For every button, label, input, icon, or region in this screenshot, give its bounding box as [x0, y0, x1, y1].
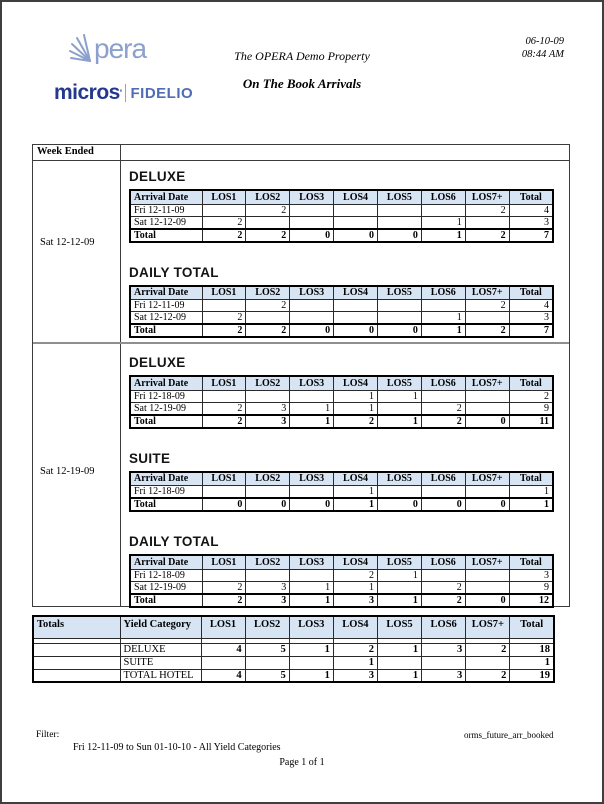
totals-value-cell: 1 [289, 643, 333, 656]
value-cell: 2 [246, 300, 290, 312]
row-label-cell: Sat 12-12-09 [130, 216, 202, 229]
value-cell: 1 [421, 229, 465, 242]
arrival-table-head [130, 472, 553, 486]
totals-table-body [33, 638, 554, 682]
arrival-table [129, 285, 554, 339]
column-header: LOS6 [421, 472, 465, 486]
arrival-table-head [130, 190, 553, 204]
totals-value-cell [245, 656, 289, 669]
totals-value-cell: 2 [466, 643, 510, 656]
value-cell [378, 216, 422, 229]
totals-value-cell: 19 [510, 669, 554, 682]
totals-value-cell: 2 [466, 669, 510, 682]
column-header: LOS7+ [465, 376, 509, 390]
report-time: 08:44 AM [521, 49, 564, 60]
value-cell: 4 [509, 300, 553, 312]
value-cell: 0 [465, 594, 509, 607]
value-cell: 2 [202, 402, 246, 415]
column-header: LOS3 [290, 190, 334, 204]
value-cell: 1 [378, 415, 422, 428]
column-header: LOS1 [202, 190, 246, 204]
category-heading: DAILY TOTAL [129, 534, 219, 549]
value-cell [465, 581, 509, 594]
value-cell [378, 312, 422, 325]
arrival-table-body [130, 486, 553, 512]
value-cell [202, 300, 246, 312]
value-cell: 2 [246, 324, 290, 337]
yield-category-cell: SUITE [120, 656, 201, 669]
column-header: LOS7+ [465, 190, 509, 204]
week-ended-date: Sat 12-19-09 [40, 466, 95, 477]
property-name: The OPERA Demo Property [234, 49, 370, 63]
row-label-cell: Total [130, 498, 202, 511]
value-cell: 9 [509, 402, 553, 415]
value-cell [421, 486, 465, 499]
value-cell [246, 569, 290, 581]
column-header: Arrival Date [130, 472, 202, 486]
column-header: LOS3 [290, 472, 334, 486]
row-label-cell: Sat 12-19-09 [130, 402, 202, 415]
micros-wordmark: micros' [54, 81, 122, 104]
value-cell: 0 [465, 498, 509, 511]
column-header: LOS2 [246, 286, 290, 300]
value-cell [246, 486, 290, 499]
column-header: LOS4 [334, 190, 378, 204]
report-title: On The Book Arrivals [242, 76, 362, 91]
value-cell: 0 [378, 498, 422, 511]
totals-value-cell [201, 656, 245, 669]
value-cell [465, 390, 509, 402]
value-cell: 3 [509, 569, 553, 581]
totals-value-cell: 2 [333, 643, 377, 656]
totals-column-header: Total [510, 616, 554, 638]
value-cell [465, 216, 509, 229]
column-header: LOS5 [378, 286, 422, 300]
value-cell [290, 569, 334, 581]
value-cell: 0 [202, 498, 246, 511]
value-cell: 3 [246, 594, 290, 607]
totals-value-cell: 4 [201, 669, 245, 682]
week-section [33, 342, 569, 606]
arrival-table-body [130, 300, 553, 338]
value-cell: 1 [378, 594, 422, 607]
totals-row [33, 643, 554, 656]
arrival-table-header-row [130, 472, 553, 486]
table-row [130, 486, 553, 499]
value-cell: 2 [421, 581, 465, 594]
column-header: LOS5 [378, 190, 422, 204]
arrival-table-body [130, 390, 553, 428]
arrival-table [129, 471, 554, 513]
category-heading: DAILY TOTAL [129, 264, 219, 280]
value-cell [465, 569, 509, 581]
table-row [130, 594, 553, 607]
value-cell: 1 [509, 486, 553, 499]
totals-value-cell [289, 656, 333, 669]
row-label-cell: Fri 12-11-09 [130, 204, 202, 216]
value-cell: 1 [290, 402, 334, 415]
value-cell: 1 [334, 402, 378, 415]
column-header: LOS3 [290, 555, 334, 569]
column-header: Total [509, 555, 553, 569]
value-cell: 0 [378, 324, 422, 337]
arrival-table-head [130, 286, 553, 300]
totals-column-header: LOS1 [201, 616, 245, 638]
value-cell [290, 300, 334, 312]
row-label-cell: Total [130, 415, 202, 428]
table-row [130, 312, 553, 325]
column-header: Arrival Date [130, 286, 202, 300]
value-cell: 2 [202, 324, 246, 337]
column-header: LOS1 [202, 555, 246, 569]
weekly-report-box [32, 144, 570, 607]
value-cell [334, 300, 378, 312]
table-row [130, 324, 553, 337]
value-cell: 2 [202, 229, 246, 242]
report-date: 06-10-09 [525, 36, 564, 47]
value-cell: 2 [202, 415, 246, 428]
value-cell: 0 [378, 229, 422, 242]
filter-label: Filter: [36, 730, 60, 740]
value-cell: 1 [290, 594, 334, 607]
value-cell [202, 569, 246, 581]
value-cell: 2 [246, 229, 290, 242]
value-cell: 4 [509, 204, 553, 216]
totals-row [33, 669, 554, 682]
value-cell: 2 [334, 569, 378, 581]
row-label-cell: Total [130, 229, 202, 242]
value-cell [290, 204, 334, 216]
value-cell [378, 204, 422, 216]
column-header: Total [509, 376, 553, 390]
totals-value-cell: 1 [333, 656, 377, 669]
value-cell: 11 [509, 415, 553, 428]
totals-column-header: LOS7+ [466, 616, 510, 638]
row-label-cell: Fri 12-11-09 [130, 300, 202, 312]
table-row [130, 569, 553, 581]
value-cell: 0 [246, 498, 290, 511]
arrival-table-head [130, 376, 553, 390]
value-cell: 3 [509, 216, 553, 229]
value-cell: 12 [509, 594, 553, 607]
column-header: LOS4 [334, 286, 378, 300]
arrival-table-header-row [130, 190, 553, 204]
value-cell [202, 390, 246, 402]
arrival-table-header-row [130, 376, 553, 390]
value-cell: 0 [421, 498, 465, 511]
column-header: LOS2 [246, 190, 290, 204]
value-cell [334, 312, 378, 325]
column-header: LOS7+ [465, 286, 509, 300]
value-cell: 1 [421, 216, 465, 229]
totals-value-cell: 1 [510, 656, 554, 669]
category-heading: DELUXE [129, 355, 186, 370]
value-cell: 3 [509, 312, 553, 325]
value-cell: 2 [334, 415, 378, 428]
value-cell: 2 [465, 324, 509, 337]
week-ended-header-spacer [121, 145, 569, 160]
value-cell: 1 [334, 390, 378, 402]
value-cell: 0 [290, 498, 334, 511]
value-cell: 3 [246, 581, 290, 594]
value-cell: 7 [509, 229, 553, 242]
totals-value-cell [378, 656, 422, 669]
value-cell: 2 [465, 229, 509, 242]
totals-column-header: LOS2 [245, 616, 289, 638]
category-heading: SUITE [129, 450, 171, 466]
value-cell [421, 569, 465, 581]
value-cell: 3 [334, 594, 378, 607]
category-heading: DELUXE [129, 169, 186, 184]
value-cell [290, 216, 334, 229]
value-cell [246, 390, 290, 402]
row-label-cell: Fri 12-18-09 [130, 390, 202, 402]
value-cell: 1 [334, 498, 378, 511]
table-row [130, 390, 553, 402]
column-header: LOS7+ [465, 472, 509, 486]
value-cell [421, 390, 465, 402]
value-cell: 3 [246, 402, 290, 415]
totals-value-cell: 1 [378, 669, 422, 682]
arrival-table-body [130, 204, 553, 242]
arrival-table-header-row [130, 555, 553, 569]
table-row [130, 498, 553, 511]
column-header: LOS5 [378, 555, 422, 569]
column-header: Arrival Date [130, 190, 202, 204]
totals-value-cell [422, 656, 466, 669]
totals-column-header: Totals [33, 616, 120, 638]
column-header: LOS6 [421, 555, 465, 569]
value-cell: 0 [290, 229, 334, 242]
column-header: LOS2 [246, 376, 290, 390]
week-ended-date: Sat 12-12-09 [40, 237, 95, 248]
value-cell: 1 [378, 390, 422, 402]
column-header: Total [509, 472, 553, 486]
value-cell: 1 [421, 312, 465, 325]
table-row [130, 415, 553, 428]
category-table-block [129, 169, 569, 243]
row-label-cell: Total [130, 324, 202, 337]
totals-value-cell: 3 [422, 669, 466, 682]
category-table-block [129, 265, 569, 339]
report-code: orms_future_arr_booked [464, 730, 554, 740]
value-cell [421, 204, 465, 216]
value-cell: 7 [509, 324, 553, 337]
value-cell [465, 486, 509, 499]
value-cell [246, 216, 290, 229]
totals-column-header: LOS4 [333, 616, 377, 638]
value-cell: 1 [290, 581, 334, 594]
week-section-content [121, 344, 569, 606]
category-table-block [129, 355, 569, 429]
column-header: LOS6 [421, 190, 465, 204]
totals-value-cell [33, 669, 120, 682]
column-header: Arrival Date [130, 555, 202, 569]
value-cell: 2 [465, 204, 509, 216]
value-cell [378, 402, 422, 415]
value-cell: 2 [465, 300, 509, 312]
value-cell [465, 312, 509, 325]
category-table-block [129, 534, 569, 608]
week-side-column [33, 161, 121, 342]
totals-value-cell: 5 [245, 643, 289, 656]
opera-wordmark: pera [94, 33, 147, 64]
value-cell [202, 204, 246, 216]
fidelio-wordmark: FIDELIO [130, 84, 194, 102]
value-cell: 9 [509, 581, 553, 594]
table-row [130, 581, 553, 594]
table-row [130, 216, 553, 229]
column-header: LOS7+ [465, 555, 509, 569]
totals-column-header: LOS5 [378, 616, 422, 638]
value-cell [290, 390, 334, 402]
totals-column-header: LOS3 [289, 616, 333, 638]
totals-column-header: LOS6 [422, 616, 466, 638]
totals-table [32, 615, 555, 683]
column-header: Total [509, 190, 553, 204]
totals-value-cell [33, 643, 120, 656]
column-header: LOS4 [334, 376, 378, 390]
totals-row [33, 656, 554, 669]
category-table-block [129, 451, 569, 513]
value-cell: 1 [509, 498, 553, 511]
value-cell: 2 [421, 594, 465, 607]
column-header: LOS4 [334, 555, 378, 569]
value-cell: 2 [509, 390, 553, 402]
column-header: LOS5 [378, 472, 422, 486]
totals-value-cell: 3 [333, 669, 377, 682]
column-header: LOS1 [202, 376, 246, 390]
value-cell: 2 [202, 581, 246, 594]
column-header: LOS3 [290, 286, 334, 300]
row-label-cell: Sat 12-12-09 [130, 312, 202, 325]
value-cell: 1 [334, 486, 378, 499]
value-cell [378, 300, 422, 312]
arrival-table-header-row [130, 286, 553, 300]
value-cell: 1 [421, 324, 465, 337]
totals-value-cell [466, 656, 510, 669]
week-section [33, 161, 569, 342]
totals-value-cell: 3 [422, 643, 466, 656]
value-cell: 2 [202, 216, 246, 229]
value-cell [334, 216, 378, 229]
yield-category-cell: DELUXE [120, 643, 201, 656]
opera-logo [54, 34, 204, 103]
totals-value-cell: 1 [378, 643, 422, 656]
totals-header-row [33, 616, 554, 638]
week-ended-header-row [33, 145, 569, 161]
column-header: LOS3 [290, 376, 334, 390]
value-cell: 2 [246, 204, 290, 216]
arrival-table-head [130, 555, 553, 569]
value-cell: 2 [202, 594, 246, 607]
page-number: Page 1 of 1 [279, 757, 325, 768]
value-cell [202, 486, 246, 499]
value-cell: 0 [334, 324, 378, 337]
value-cell: 1 [334, 581, 378, 594]
column-header: LOS1 [202, 472, 246, 486]
totals-value-cell: 5 [245, 669, 289, 682]
totals-value-cell: 18 [510, 643, 554, 656]
arrival-table [129, 375, 554, 429]
value-cell: 2 [421, 415, 465, 428]
value-cell [334, 204, 378, 216]
value-cell [465, 402, 509, 415]
value-cell: 0 [465, 415, 509, 428]
column-header: Total [509, 286, 553, 300]
totals-value-cell: 1 [289, 669, 333, 682]
value-cell [378, 486, 422, 499]
arrival-table [129, 189, 554, 243]
table-row [130, 204, 553, 216]
row-label-cell: Fri 12-18-09 [130, 569, 202, 581]
value-cell [421, 300, 465, 312]
column-header: LOS2 [246, 472, 290, 486]
column-header: LOS2 [246, 555, 290, 569]
value-cell [378, 581, 422, 594]
filter-value: Fri 12-11-09 to Sun 01-10-10 - All Yield Categories [73, 742, 281, 753]
week-side-column [33, 344, 121, 606]
totals-value-cell [33, 656, 120, 669]
yield-category-cell: TOTAL HOTEL [120, 669, 201, 682]
column-header: Arrival Date [130, 376, 202, 390]
totals-table-container [32, 615, 555, 683]
value-cell: 1 [378, 569, 422, 581]
week-ended-label: Week Ended [33, 145, 121, 160]
column-header: LOS4 [334, 472, 378, 486]
sections-container [33, 161, 569, 606]
value-cell: 0 [290, 324, 334, 337]
value-cell: 1 [290, 415, 334, 428]
week-section-content [121, 161, 569, 342]
column-header: LOS6 [421, 286, 465, 300]
totals-value-cell: 4 [201, 643, 245, 656]
value-cell: 2 [202, 312, 246, 325]
totals-column-header: Yield Category [120, 616, 201, 638]
column-header: LOS1 [202, 286, 246, 300]
value-cell [290, 486, 334, 499]
value-cell [246, 312, 290, 325]
row-label-cell: Total [130, 594, 202, 607]
column-header: LOS6 [421, 376, 465, 390]
row-label-cell: Fri 12-18-09 [130, 486, 202, 499]
value-cell: 3 [246, 415, 290, 428]
row-label-cell: Sat 12-19-09 [130, 581, 202, 594]
table-row [130, 229, 553, 242]
arrival-table [129, 554, 554, 608]
arrival-table-body [130, 569, 553, 607]
table-row [130, 300, 553, 312]
value-cell: 2 [421, 402, 465, 415]
value-cell [290, 312, 334, 325]
totals-table-head [33, 616, 554, 638]
table-row [130, 402, 553, 415]
value-cell: 0 [334, 229, 378, 242]
column-header: LOS5 [378, 376, 422, 390]
